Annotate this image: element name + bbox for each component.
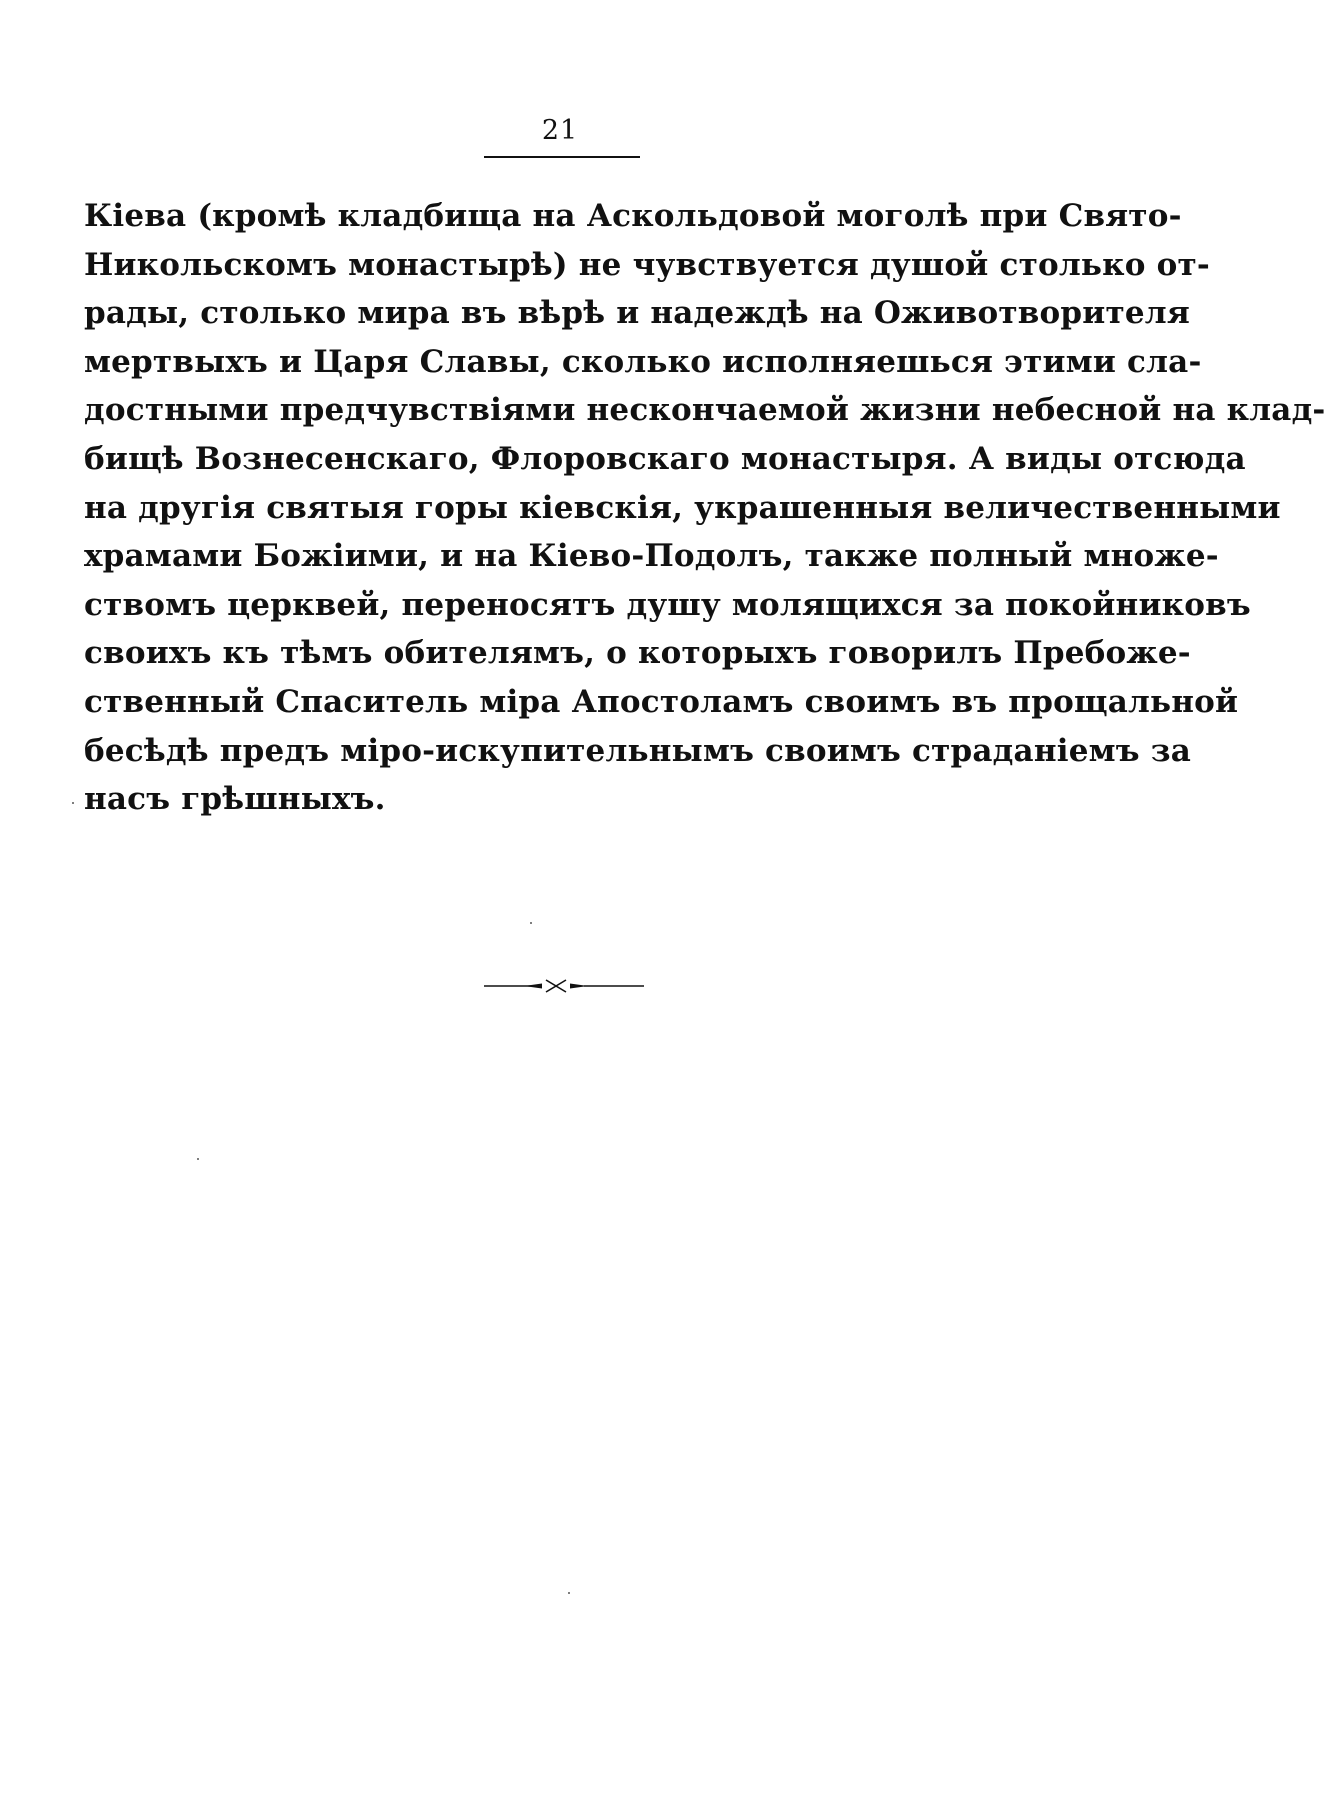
end-flourish-icon: [484, 976, 644, 996]
text-line: Кіева (кромѣ кладбища на Аскольдовой моголѣ при Свято-: [84, 198, 1182, 234]
text-line: ственный Спаситель міра Апостоламъ своимъ въ прощальной: [84, 683, 1239, 720]
text-line: мертвыхъ и Царя Славы, сколько исполняешься этими сла-: [84, 343, 1202, 380]
text-line: насъ грѣшныхъ.: [84, 781, 386, 818]
page-number: 21: [541, 115, 579, 146]
paper-speck: [568, 1592, 570, 1594]
header-rule: [484, 156, 640, 158]
text-line: ствомъ церквей, переносятъ душу молящихся за покойниковъ: [84, 586, 1251, 623]
text-line: Никольскомъ монастырѣ) не чувствуется душой столько от-: [84, 246, 1210, 283]
body-text: [84, 192, 1326, 824]
text-line: на другія святыя горы кіевскія, украшенныя величественными: [84, 489, 1281, 526]
paper-speck: [530, 922, 532, 924]
paper-speck: [72, 802, 74, 804]
text-line: храмами Божіими, и на Кіево-Подолъ, также полный множе-: [84, 538, 1219, 575]
text-line: бесѣдѣ предъ міро-искупительнымъ своимъ страданіемъ за: [84, 732, 1191, 769]
text-line: бищѣ Вознесенскаго, Флоровскаго монастыря. А виды отсюда: [84, 440, 1246, 477]
text-line: достными предчувствіями нескончаемой жизни небесной на клад-: [84, 392, 1326, 429]
text-line: рады, столько мира въ вѣрѣ и надеждѣ на Оживотворителя: [84, 295, 1190, 332]
text-line: своихъ къ тѣмъ обителямъ, о которыхъ говорилъ Пребоже-: [84, 635, 1191, 672]
paper-speck: [197, 1158, 199, 1160]
